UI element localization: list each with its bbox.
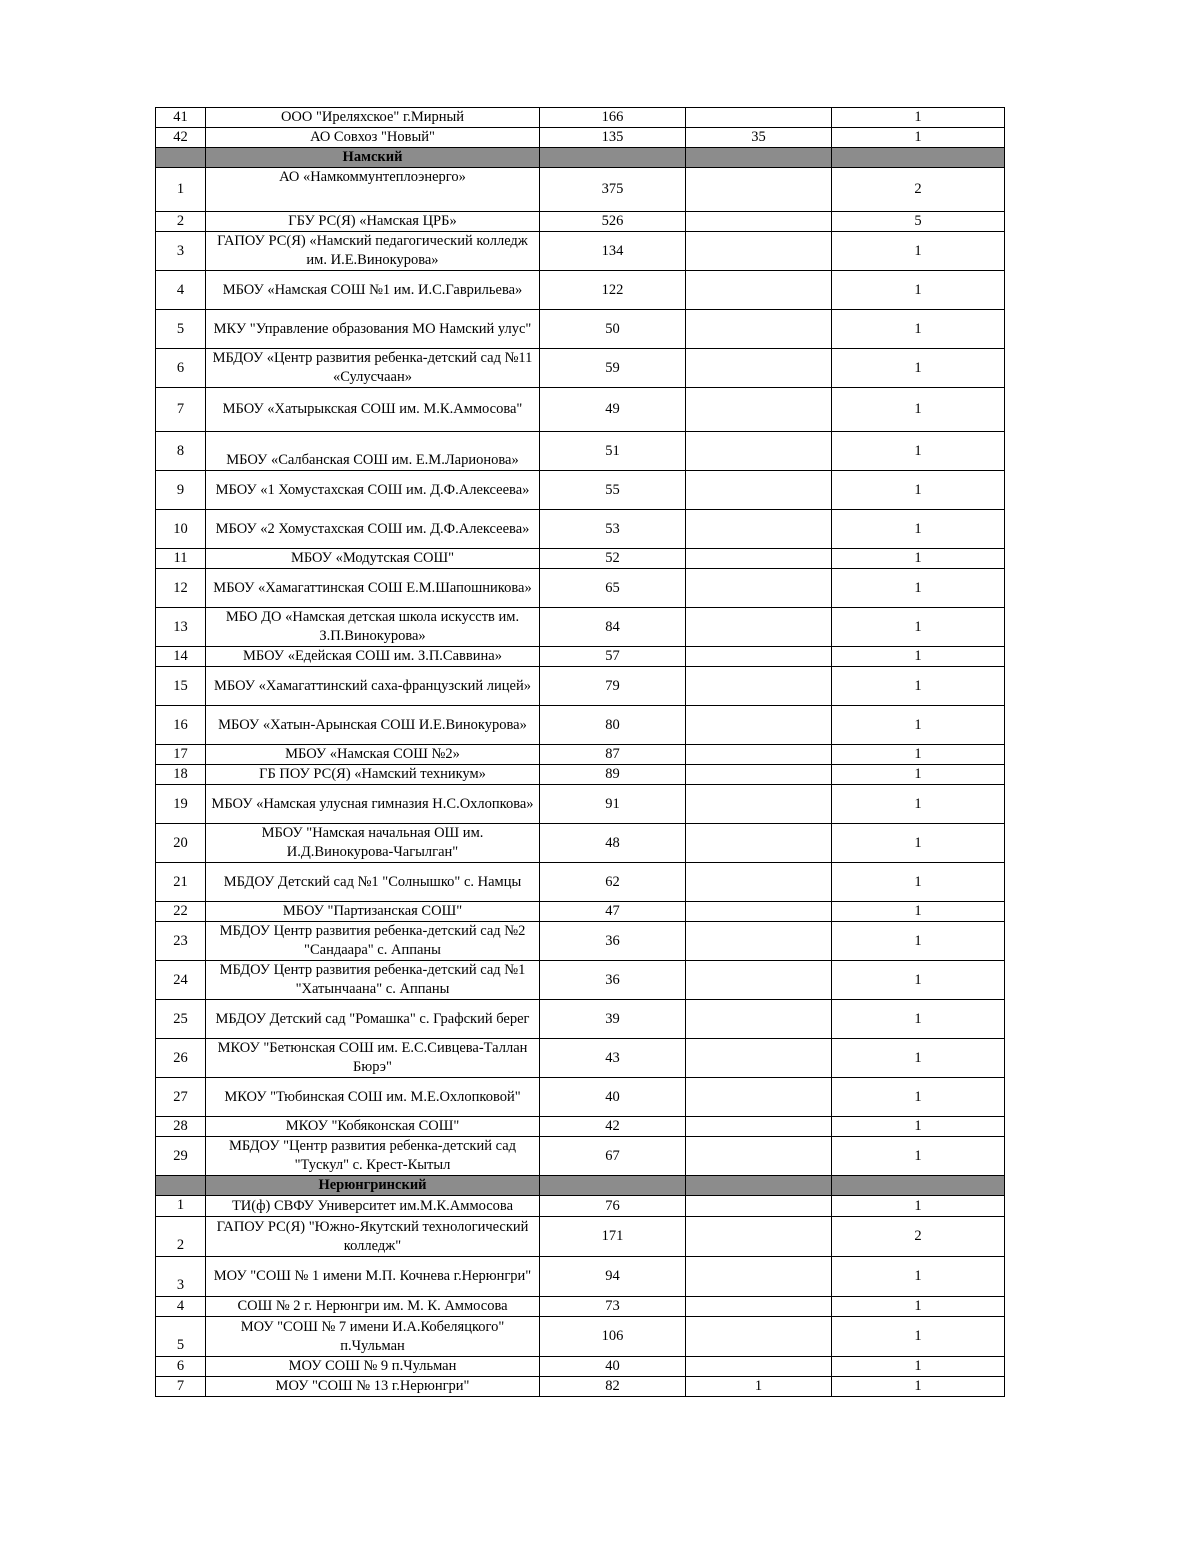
row-number-cell: 20 (156, 824, 206, 863)
value-c-cell: 1 (832, 1357, 1005, 1377)
section-header-row (156, 1176, 1005, 1196)
value-c-cell: 1 (832, 1117, 1005, 1137)
table-body (156, 108, 1005, 1397)
organization-name-cell: ГБ ПОУ РС(Я) «Намский техникум» (206, 765, 540, 785)
value-c-cell: 1 (832, 1297, 1005, 1317)
value-a-cell: 134 (540, 232, 686, 271)
table-row (156, 1357, 1005, 1377)
table-row (156, 349, 1005, 388)
value-a-cell: 84 (540, 608, 686, 647)
table-row (156, 1217, 1005, 1257)
value-b-cell (686, 271, 832, 310)
organization-name-cell: МКОУ "Бетюнская СОШ им. Е.С.Сивцева-Таллан Бюрэ" (206, 1039, 540, 1078)
value-c-cell: 1 (832, 1039, 1005, 1078)
value-a-cell: 87 (540, 745, 686, 765)
table-row (156, 232, 1005, 271)
value-b-cell (686, 1117, 832, 1137)
value-b-cell (686, 1137, 832, 1176)
value-b-cell (686, 1196, 832, 1217)
row-number-cell: 29 (156, 1137, 206, 1176)
organization-name-cell: МКОУ "Тюбинская СОШ им. М.Е.Охлопковой" (206, 1078, 540, 1117)
value-c-cell: 1 (832, 647, 1005, 667)
value-b-cell (686, 765, 832, 785)
table-row (156, 388, 1005, 432)
organization-name-cell: МБОУ "Намская начальная ОШ им. И.Д.Винокурова-Чагылган" (206, 824, 540, 863)
value-c-cell: 1 (832, 128, 1005, 148)
section-header-cell (156, 1176, 206, 1196)
row-number-cell: 10 (156, 510, 206, 549)
row-number-cell: 4 (156, 1297, 206, 1317)
section-title: Нерюнгринский (206, 1176, 540, 1196)
row-number-cell: 7 (156, 1377, 206, 1397)
organization-name-cell: МБОУ «Намская СОШ №1 им. И.С.Гаврильева» (206, 271, 540, 310)
organization-name-cell: МБОУ «Хамагаттинская СОШ Е.М.Шапошникова» (206, 569, 540, 608)
value-a-cell: 89 (540, 765, 686, 785)
value-a-cell: 76 (540, 1196, 686, 1217)
value-c-cell: 1 (832, 667, 1005, 706)
row-number-cell: 25 (156, 1000, 206, 1039)
organization-name-cell: ГБУ РС(Я) «Намская ЦРБ» (206, 212, 540, 232)
organization-name-cell: МБДОУ Центр развития ребенка-детский сад №2 "Сандаара" с. Аппаны (206, 922, 540, 961)
organization-name-cell: ГАПОУ РС(Я) «Намский педагогический колледж им. И.Е.Винокурова» (206, 232, 540, 271)
table-row (156, 902, 1005, 922)
organization-name-cell: МБДОУ «Центр развития ребенка-детский сад №11 «Сулусчаан» (206, 349, 540, 388)
value-c-cell: 1 (832, 1137, 1005, 1176)
value-b-cell (686, 863, 832, 902)
row-number-cell: 8 (156, 432, 206, 471)
value-b-cell: 1 (686, 1377, 832, 1397)
value-a-cell: 51 (540, 432, 686, 471)
value-c-cell: 1 (832, 1317, 1005, 1357)
table-row (156, 510, 1005, 549)
row-number-cell: 21 (156, 863, 206, 902)
table-row (156, 1117, 1005, 1137)
table-row (156, 745, 1005, 765)
value-b-cell (686, 1078, 832, 1117)
value-a-cell: 53 (540, 510, 686, 549)
organization-name-cell: ГАПОУ РС(Я) "Южно-Якутский технологический колледж" (206, 1217, 540, 1257)
value-a-cell: 375 (540, 168, 686, 212)
table-row (156, 863, 1005, 902)
table-row (156, 168, 1005, 212)
value-b-cell (686, 706, 832, 745)
value-b-cell (686, 745, 832, 765)
value-c-cell: 1 (832, 863, 1005, 902)
value-c-cell: 1 (832, 510, 1005, 549)
value-b-cell (686, 471, 832, 510)
value-a-cell: 42 (540, 1117, 686, 1137)
value-b-cell (686, 961, 832, 1000)
table-row (156, 212, 1005, 232)
value-b-cell (686, 608, 832, 647)
organization-name-cell: МКУ "Управление образования МО Намский улус" (206, 310, 540, 349)
organization-name-cell: МБОУ «Едейская СОШ им. З.П.Саввина» (206, 647, 540, 667)
value-b-cell (686, 1217, 832, 1257)
value-b-cell (686, 1000, 832, 1039)
value-c-cell: 1 (832, 232, 1005, 271)
value-c-cell: 1 (832, 785, 1005, 824)
row-number-cell: 1 (156, 1196, 206, 1217)
organization-name-cell: МБОУ «Намская улусная гимназия Н.С.Охлопкова» (206, 785, 540, 824)
table-row (156, 1078, 1005, 1117)
row-number-cell: 2 (156, 212, 206, 232)
organization-name-cell: МБОУ «Салбанская СОШ им. Е.М.Ларионова» (206, 432, 540, 471)
table-row (156, 1257, 1005, 1297)
organization-name-cell: МБДОУ Детский сад "Ромашка" с. Графский берег (206, 1000, 540, 1039)
value-a-cell: 73 (540, 1297, 686, 1317)
row-number-cell: 28 (156, 1117, 206, 1137)
value-b-cell (686, 902, 832, 922)
row-number-cell: 11 (156, 549, 206, 569)
value-c-cell: 1 (832, 432, 1005, 471)
organization-name-cell: СОШ № 2 г. Нерюнгри им. М. К. Аммосова (206, 1297, 540, 1317)
value-c-cell: 1 (832, 824, 1005, 863)
value-a-cell: 40 (540, 1357, 686, 1377)
value-b-cell (686, 569, 832, 608)
row-number-cell: 5 (156, 1317, 206, 1357)
value-c-cell: 1 (832, 745, 1005, 765)
value-a-cell: 55 (540, 471, 686, 510)
value-a-cell: 36 (540, 922, 686, 961)
value-b-cell (686, 1039, 832, 1078)
value-b-cell (686, 349, 832, 388)
value-b-cell (686, 785, 832, 824)
row-number-cell: 15 (156, 667, 206, 706)
row-number-cell: 7 (156, 388, 206, 432)
data-table (155, 107, 1005, 1397)
row-number-cell: 17 (156, 745, 206, 765)
section-header-cell (156, 148, 206, 168)
value-a-cell: 135 (540, 128, 686, 148)
value-c-cell: 1 (832, 549, 1005, 569)
value-c-cell: 1 (832, 765, 1005, 785)
value-a-cell: 48 (540, 824, 686, 863)
value-a-cell: 62 (540, 863, 686, 902)
row-number-cell: 14 (156, 647, 206, 667)
value-b-cell (686, 1257, 832, 1297)
row-number-cell: 23 (156, 922, 206, 961)
value-a-cell: 39 (540, 1000, 686, 1039)
table-row (156, 922, 1005, 961)
value-b-cell (686, 212, 832, 232)
row-number-cell: 18 (156, 765, 206, 785)
row-number-cell: 24 (156, 961, 206, 1000)
value-c-cell: 1 (832, 1257, 1005, 1297)
organization-name-cell: МБОУ «2 Хомустахская СОШ им. Д.Ф.Алексеева» (206, 510, 540, 549)
value-a-cell: 49 (540, 388, 686, 432)
value-b-cell (686, 549, 832, 569)
value-a-cell: 67 (540, 1137, 686, 1176)
row-number-cell: 6 (156, 349, 206, 388)
row-number-cell: 13 (156, 608, 206, 647)
value-a-cell: 526 (540, 212, 686, 232)
value-c-cell: 2 (832, 168, 1005, 212)
value-a-cell: 106 (540, 1317, 686, 1357)
table-row (156, 1297, 1005, 1317)
value-b-cell (686, 1357, 832, 1377)
row-number-cell: 5 (156, 310, 206, 349)
value-b-cell (686, 922, 832, 961)
value-c-cell: 1 (832, 388, 1005, 432)
organization-name-cell: МБОУ «Хатын-Арынская СОШ И.Е.Винокурова» (206, 706, 540, 745)
value-a-cell: 82 (540, 1377, 686, 1397)
table-row (156, 569, 1005, 608)
value-a-cell: 171 (540, 1217, 686, 1257)
value-c-cell: 1 (832, 471, 1005, 510)
organization-name-cell: МОУ СОШ № 9 п.Чульман (206, 1357, 540, 1377)
organization-name-cell: МБОУ "Партизанская СОШ" (206, 902, 540, 922)
value-b-cell (686, 667, 832, 706)
row-number-cell: 3 (156, 232, 206, 271)
organization-name-cell: ТИ(ф) СВФУ Университет им.М.К.Аммосова (206, 1196, 540, 1217)
value-a-cell: 57 (540, 647, 686, 667)
table-row (156, 271, 1005, 310)
organization-name-cell: МБОУ «Хамагаттинский саха-французский лицей» (206, 667, 540, 706)
value-a-cell: 47 (540, 902, 686, 922)
value-b-cell (686, 168, 832, 212)
section-header-cell (540, 1176, 686, 1196)
section-header-cell (540, 148, 686, 168)
organization-name-cell: МБОУ «Хатырыкская СОШ им. М.К.Аммосова" (206, 388, 540, 432)
value-a-cell: 43 (540, 1039, 686, 1078)
row-number-cell: 41 (156, 108, 206, 128)
organization-name-cell: АО «Намкоммунтеплоэнерго» (206, 168, 540, 212)
organization-name-cell: МБОУ «Намская СОШ №2» (206, 745, 540, 765)
value-a-cell: 122 (540, 271, 686, 310)
section-header-cell (686, 1176, 832, 1196)
table-row (156, 1196, 1005, 1217)
table-row (156, 1039, 1005, 1078)
value-b-cell (686, 108, 832, 128)
value-c-cell: 1 (832, 706, 1005, 745)
table-row (156, 471, 1005, 510)
value-b-cell (686, 388, 832, 432)
organization-name-cell: ООО "Иреляхское" г.Мирный (206, 108, 540, 128)
table-row (156, 1377, 1005, 1397)
value-a-cell: 79 (540, 667, 686, 706)
table-row (156, 108, 1005, 128)
row-number-cell: 26 (156, 1039, 206, 1078)
row-number-cell: 42 (156, 128, 206, 148)
value-c-cell: 1 (832, 1196, 1005, 1217)
row-number-cell: 9 (156, 471, 206, 510)
value-c-cell: 1 (832, 569, 1005, 608)
row-number-cell: 6 (156, 1357, 206, 1377)
section-title: Намский (206, 148, 540, 168)
value-a-cell: 52 (540, 549, 686, 569)
organization-name-cell: МБДОУ Центр развития ребенка-детский сад №1 "Хатынчаана" с. Аппаны (206, 961, 540, 1000)
row-number-cell: 1 (156, 168, 206, 212)
value-c-cell: 1 (832, 1078, 1005, 1117)
row-number-cell: 2 (156, 1217, 206, 1257)
table-row (156, 310, 1005, 349)
value-a-cell: 166 (540, 108, 686, 128)
value-a-cell: 36 (540, 961, 686, 1000)
row-number-cell: 16 (156, 706, 206, 745)
row-number-cell: 22 (156, 902, 206, 922)
value-a-cell: 59 (540, 349, 686, 388)
value-b-cell (686, 510, 832, 549)
value-b-cell (686, 310, 832, 349)
table-row (156, 765, 1005, 785)
value-b-cell (686, 232, 832, 271)
organization-name-cell: МБДОУ "Центр развития ребенка-детский сад "Тускул" с. Крест-Кытыл (206, 1137, 540, 1176)
table-row (156, 647, 1005, 667)
value-c-cell: 1 (832, 1000, 1005, 1039)
table-row (156, 824, 1005, 863)
value-c-cell: 2 (832, 1217, 1005, 1257)
table-row (156, 1000, 1005, 1039)
organization-name-cell: МБДОУ Детский сад №1 "Солнышко" с. Намцы (206, 863, 540, 902)
value-b-cell (686, 824, 832, 863)
table-row (156, 128, 1005, 148)
organization-name-cell: МБОУ «Модутская СОШ" (206, 549, 540, 569)
row-number-cell: 19 (156, 785, 206, 824)
value-c-cell: 1 (832, 349, 1005, 388)
value-a-cell: 50 (540, 310, 686, 349)
value-c-cell: 1 (832, 1377, 1005, 1397)
section-header-cell (832, 148, 1005, 168)
value-c-cell: 5 (832, 212, 1005, 232)
value-a-cell: 91 (540, 785, 686, 824)
value-a-cell: 65 (540, 569, 686, 608)
organization-name-cell: АО Совхоз "Новый" (206, 128, 540, 148)
organization-name-cell: МОУ "СОШ № 13 г.Нерюнгри" (206, 1377, 540, 1397)
table-row (156, 1317, 1005, 1357)
section-header-cell (686, 148, 832, 168)
value-c-cell: 1 (832, 902, 1005, 922)
value-a-cell: 80 (540, 706, 686, 745)
value-a-cell: 40 (540, 1078, 686, 1117)
row-number-cell: 3 (156, 1257, 206, 1297)
value-b-cell (686, 1317, 832, 1357)
value-b-cell (686, 432, 832, 471)
value-c-cell: 1 (832, 961, 1005, 1000)
organization-name-cell: МБОУ «1 Хомустахская СОШ им. Д.Ф.Алексеева» (206, 471, 540, 510)
value-c-cell: 1 (832, 108, 1005, 128)
table-row (156, 785, 1005, 824)
organization-name-cell: МБО ДО «Намская детская школа искусств им. З.П.Винокурова» (206, 608, 540, 647)
row-number-cell: 4 (156, 271, 206, 310)
table-row (156, 1137, 1005, 1176)
table-row (156, 608, 1005, 647)
value-c-cell: 1 (832, 271, 1005, 310)
value-b-cell (686, 647, 832, 667)
value-a-cell: 94 (540, 1257, 686, 1297)
value-c-cell: 1 (832, 310, 1005, 349)
value-b-cell (686, 1297, 832, 1317)
value-c-cell: 1 (832, 608, 1005, 647)
section-header-cell (832, 1176, 1005, 1196)
value-c-cell: 1 (832, 922, 1005, 961)
table-row (156, 549, 1005, 569)
table-row (156, 706, 1005, 745)
table-row (156, 432, 1005, 471)
table-row (156, 667, 1005, 706)
organization-name-cell: МКОУ "Кобяконская СОШ" (206, 1117, 540, 1137)
section-header-row (156, 148, 1005, 168)
row-number-cell: 12 (156, 569, 206, 608)
organization-name-cell: МОУ "СОШ № 1 имени М.П. Кочнева г.Нерюнгри" (206, 1257, 540, 1297)
organization-name-cell: МОУ "СОШ № 7 имени И.А.Кобеляцкого" п.Чульман (206, 1317, 540, 1357)
row-number-cell: 27 (156, 1078, 206, 1117)
value-b-cell: 35 (686, 128, 832, 148)
table-row (156, 961, 1005, 1000)
